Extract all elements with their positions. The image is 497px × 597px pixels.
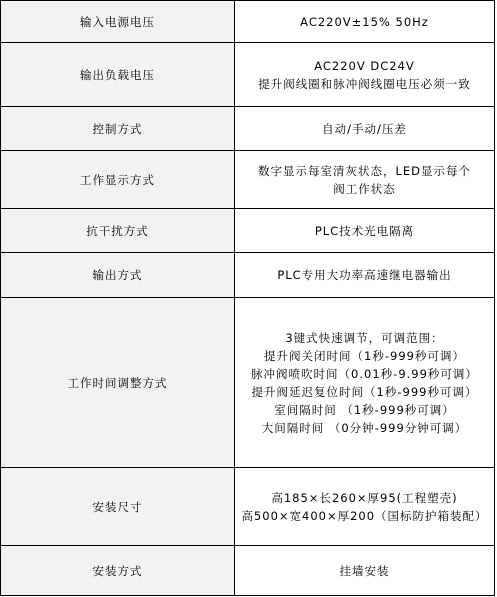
value-line: 大间隔时间 （0分钟-999分钟可调） <box>261 420 468 435</box>
row-label: 安装方式 <box>1 546 235 596</box>
value-line: 提升阀关闭时间（1秒-999秒可调） <box>264 348 465 363</box>
table-row <box>1 546 495 596</box>
value-line: 提升阀线圈和脉冲阀线圈电压必须一致 <box>258 76 471 91</box>
value-line: AC220V±15% 50Hz <box>300 14 429 29</box>
row-value <box>235 253 495 298</box>
row-label: 工作显示方式 <box>1 151 235 209</box>
table-row <box>1 43 495 107</box>
row-label: 输入电源电压 <box>1 1 235 43</box>
value-line: 高185×长260×厚95(工程塑壳) <box>271 490 458 505</box>
row-label: 输出方式 <box>1 253 235 298</box>
row-value <box>235 151 495 209</box>
row-value <box>235 468 495 546</box>
value-line: 室间隔时间 （1秒-999秒可调） <box>274 402 455 417</box>
table-row <box>1 1 495 43</box>
row-label: 工作时间调整方式 <box>1 298 235 468</box>
row-label: 安装尺寸 <box>1 468 235 546</box>
table-row <box>1 298 495 468</box>
value-line: AC220V DC24V <box>314 58 415 73</box>
table-row <box>1 151 495 209</box>
row-value <box>235 1 495 43</box>
table-row <box>1 209 495 253</box>
row-label: 输出负载电压 <box>1 43 235 107</box>
row-value <box>235 298 495 468</box>
row-value <box>235 43 495 107</box>
row-label: 控制方式 <box>1 107 235 151</box>
row-value <box>235 546 495 596</box>
value-line: 脉冲阀喷吹时间（0.01秒-9.99秒可调） <box>251 366 478 381</box>
value-line: 阀工作状态 <box>333 181 396 196</box>
value-line: PLC技术光电隔离 <box>314 223 415 238</box>
value-line: 数字显示每室清灰状态，LED显示每个 <box>257 163 472 178</box>
table-row <box>1 107 495 151</box>
value-line: 提升阀延迟复位时间（1秒-999秒可调） <box>251 384 478 399</box>
value-line: 自动/手动/压差 <box>322 121 407 136</box>
value-line: 高500×宽400×厚200（国标防护箱装配） <box>241 508 488 523</box>
value-line: 挂墙安装 <box>339 563 390 578</box>
row-label: 抗干扰方式 <box>1 209 235 253</box>
table-row <box>1 253 495 298</box>
row-value <box>235 209 495 253</box>
row-value <box>235 107 495 151</box>
value-line: 3键式快速调节，可调范围： <box>285 330 444 345</box>
value-line: PLC专用大功率高速继电器输出 <box>277 268 452 282</box>
table-row <box>1 468 495 546</box>
